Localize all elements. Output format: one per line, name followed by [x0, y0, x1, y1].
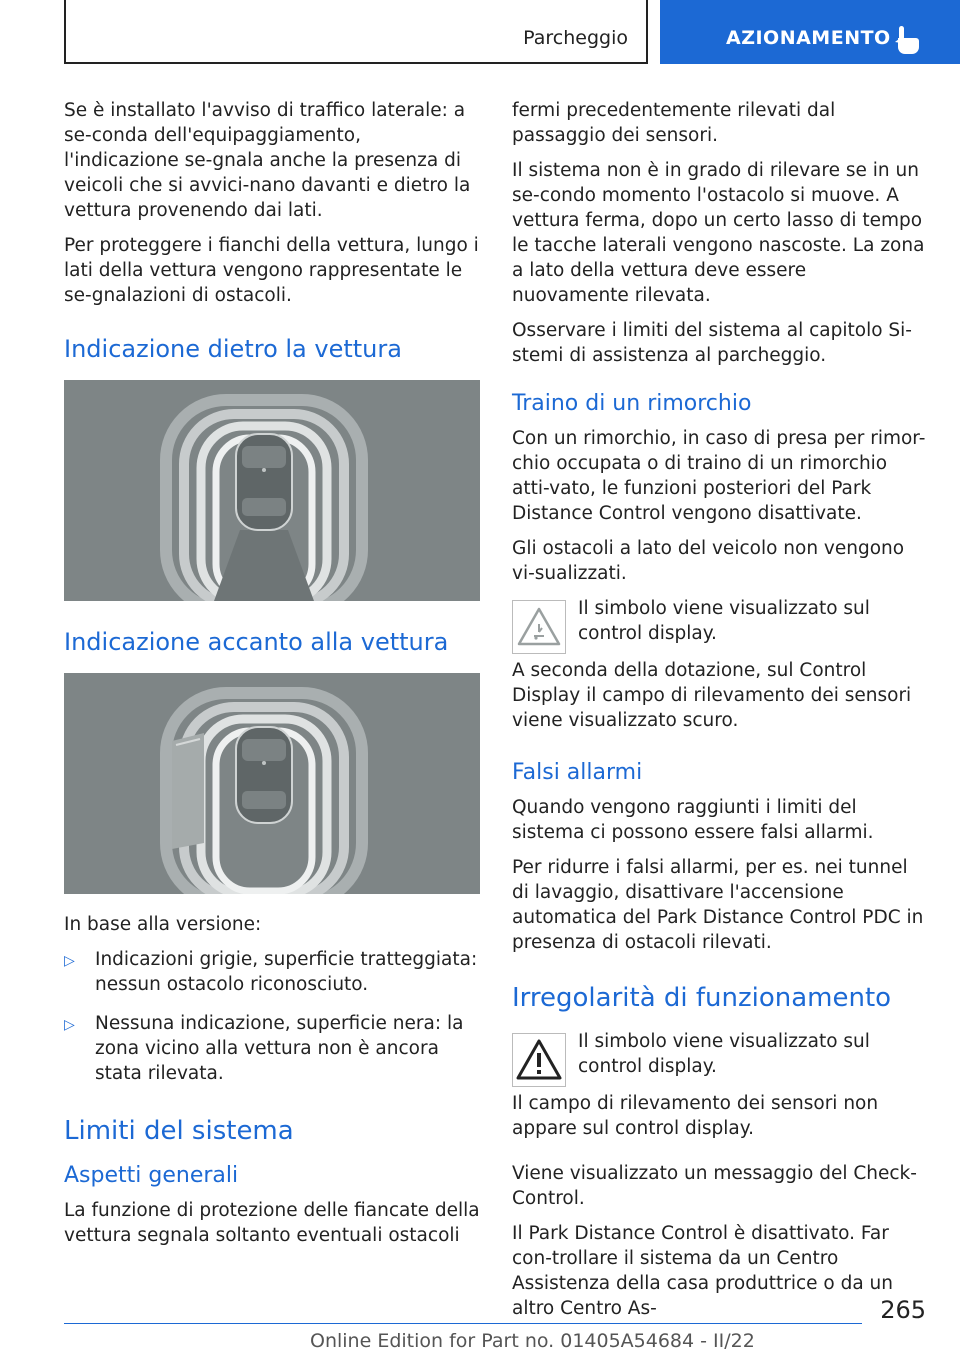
- bullet-text: Nessuna indicazione, superficie nera: la zona vicino alla vettura non è ancora stata rilevata.: [95, 1013, 464, 1084]
- heading-rear-display: Indicazione dietro la vettura: [64, 335, 402, 363]
- page-number: 265: [880, 1296, 926, 1324]
- hand-pointer-icon: [894, 24, 922, 56]
- bullet-triangle-icon: ▷: [64, 1017, 75, 1033]
- paragraph: Il simbolo viene visualizzato sul control display.: [578, 598, 870, 644]
- footer-edition: Online Edition for Part no. 01405A54684 - II/22: [310, 1330, 755, 1352]
- heading-general: Aspetti generali: [64, 1163, 239, 1188]
- heading-false-alarms: Falsi allarmi: [512, 760, 643, 785]
- right-column: [512, 98, 926, 1331]
- heading-malfunction: Irregolarità di funzionamento: [512, 983, 892, 1013]
- paragraph: fermi precedentemente rilevati dal passaggio dei sensori.: [512, 100, 836, 146]
- heading-trailer: Traino di un rimorchio: [512, 391, 752, 416]
- paragraph: Il sistema non è in grado di rilevare se in un se-condo momento l'ostacolo si muove. A vettura ferma, dopo un certo lasso di tempo le tacche laterali vengono nascoste. La zona a lato della vettura deve essere nuovamente rilevata.: [512, 160, 925, 306]
- trailer-symbol-row: [512, 596, 926, 654]
- warning-symbol-row: [512, 1029, 926, 1087]
- paragraph: Con un rimorchio, in caso di presa per rimor-chio occupata o di traino di un rimorchio atti-vato, le funzioni posteriori del Park Distance Control vengono disattivate.: [512, 428, 926, 524]
- paragraph: Per proteggere i fianchi della vettura, lungo i lati della vettura vengono rappresentate le se-gnalazioni di ostacoli.: [64, 235, 479, 306]
- paragraph: In base alla versione:: [64, 914, 262, 935]
- car-sensor-rear-illustration: [64, 380, 480, 601]
- header-chapter-box: [660, 0, 960, 64]
- header-section-title: Parcheggio: [523, 27, 628, 49]
- paragraph: A seconda della dotazione, sul Control Display il campo di rilevamento dei sensori viene visualizzato scuro.: [512, 660, 912, 731]
- car-sensor-side-illustration: [64, 673, 480, 894]
- bullet-item: [64, 1011, 480, 1086]
- rear-display-image: [64, 380, 480, 601]
- paragraph: Il Park Distance Control è disattivato. Far con-trollare il sistema da un Centro Assistenza della casa produttrice o da un altro Centro As-: [512, 1223, 894, 1319]
- paragraph: Per ridurre i falsi allarmi, per es. nei tunnel di lavaggio, disattivare l'accensione automatica del Park Distance Control PDC in presenza di ostacoli rilevati.: [512, 857, 924, 953]
- bullet-item: [64, 947, 480, 997]
- header-chapter-title: AZIONAMENTO: [726, 27, 891, 49]
- paragraph: Viene visualizzato un messaggio del Check-Control.: [512, 1163, 917, 1209]
- header-section-box: [64, 0, 648, 64]
- paragraph: Quando vengono raggiunti i limiti del sistema ci possono essere falsi allarmi.: [512, 797, 874, 843]
- paragraph: Osservare i limiti del sistema al capitolo Si-stemi di assistenza al parcheggio.: [512, 320, 912, 366]
- side-display-image: [64, 673, 480, 894]
- paragraph: Se è installato l'avviso di traffico laterale: a se-conda dell'equipaggiamento, l'indicazione se-gnala anche la presenza di veicoli che si avvici-nano davanti e dietro la vettura provenendo dai lati.: [64, 100, 471, 221]
- heading-system-limits: Limiti del sistema: [64, 1116, 294, 1146]
- heading-side-display: Indicazione accanto alla vettura: [64, 628, 449, 656]
- warning-triangle-icon: [512, 1033, 566, 1087]
- footer-divider: [64, 1323, 862, 1324]
- bullet-text: Indicazioni grigie, superficie tratteggiata: nessun ostacolo riconosciuto.: [95, 949, 478, 995]
- paragraph: La funzione di protezione delle fiancate della vettura segnala soltanto eventuali ostacoli: [64, 1200, 480, 1246]
- bullet-triangle-icon: ▷: [64, 953, 75, 969]
- left-column: [64, 98, 480, 1258]
- paragraph: Il campo di rilevamento dei sensori non appare sul control display.: [512, 1093, 879, 1139]
- paragraph: Gli ostacoli a lato del veicolo non vengono vi-sualizzati.: [512, 538, 905, 584]
- trailer-warning-icon: [512, 600, 566, 654]
- paragraph: Il simbolo viene visualizzato sul control display.: [578, 1031, 870, 1077]
